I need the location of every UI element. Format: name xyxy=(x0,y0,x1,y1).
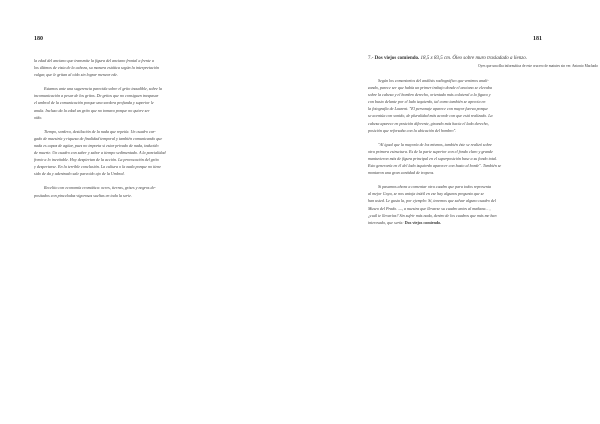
right-page xyxy=(300,0,600,424)
text-line: Recelito con economía cromática: ocres, tierras, grises y negros de- xyxy=(44,185,156,191)
text-line: sobre la cabeza y el hombro derecho, orientado más colateral a la figura y xyxy=(368,92,491,98)
text-line: han usted. Le gusta la, por ejemplo: Sí, tenemos que salvar alguno cuadro del xyxy=(368,198,496,204)
text-line: frente a lo inevitable. Hoy despiertan de la acción. La provocación del grito xyxy=(34,157,159,163)
right-text-column xyxy=(368,55,598,233)
text-line: la fotografía de Laurent. "El personaje aparece con mayor fuerza porque xyxy=(368,106,489,112)
text-line: de muerte. Un cuadro con saber y sabor a tiempo sedimentado. A la parcialidad xyxy=(34,150,166,156)
text-line: Según los comentarios del análisis radiográfico que venimos anali- xyxy=(378,78,489,83)
text-line: y despertarse. En la terrible conclusión. La cultura o la nada porque no tiene xyxy=(34,164,162,170)
text-line: zando, parece ser que había un primer trabajo donde el anciano se elevaba xyxy=(368,85,492,91)
text-line: oído. xyxy=(34,114,43,120)
text-line: cabeza aparece en posición diferente, girando más hacia el lado derecho, xyxy=(368,120,489,126)
text-line: Esto generaría en él del lado izquierdo aparecer con busto al borde". También se xyxy=(368,163,502,169)
right-paragraph-2 xyxy=(368,141,598,176)
left-paragraph-2 xyxy=(34,85,280,120)
text-line: la edad del anciano que transmite la figura del anciano frontal a frente a xyxy=(34,58,154,63)
text-line: al mejor Goya, se nos antoja inútil en ese hay algunos pregunta que se xyxy=(368,191,485,197)
text-line: Si pasamos ahora a comentar otra cuadro que para todos representa xyxy=(378,184,492,190)
page-number-left: 180 xyxy=(34,36,43,42)
text-line: con busto delante por el lado izquierdo, tal como también se aprecia en xyxy=(368,99,486,105)
text-line: positados con pinceladas vigorosas sueltas en toda la serie. xyxy=(34,192,132,198)
left-paragraph-3 xyxy=(34,128,280,178)
text-line: Estamos ante una sugerencia parecida sobre el grito inaudible, sobre la xyxy=(44,86,162,92)
left-paragraph-4 xyxy=(34,184,280,198)
artwork-title-emphasis: Dos viejos comiendo. xyxy=(404,219,442,225)
text-line xyxy=(368,219,598,226)
caption-details: 18,5 x 83,5 cm. Óleo sobre muro trasladado a lienzo. xyxy=(420,56,527,61)
text-line: mantuvieron más de figura principal en el superposición base a su fondo total. xyxy=(368,155,498,161)
text-line: los últimos de vista de la cabeza, su manera estática según la interpretación xyxy=(34,65,160,71)
text-line: "Al igual que la mayoría de los mismos, también éste se realizó sobre xyxy=(378,141,492,147)
text-line: el umbral de la comunicación porque una sordera profunda y superior le xyxy=(34,100,154,106)
right-paragraph-3 xyxy=(368,183,598,226)
text-line: otra primera estructura. Es de la parte superior con el fondo claro y grande xyxy=(368,148,493,154)
text-line: Museo del Prado. —, a nuestra que llevarse su cuadro antes al mañana... , xyxy=(368,205,491,211)
artwork-caption xyxy=(368,55,598,62)
left-text-column xyxy=(34,57,280,206)
page-number-right: 181 xyxy=(533,36,542,42)
text-line: posición que reforzaba con la ubicación del hombro". xyxy=(368,127,457,133)
text-line: vulgar, que le gritan al oído sin lograr menear ede. xyxy=(34,72,119,78)
text-line: nada es capaz de agitar, pues no importa si estar privado de nada, inducido xyxy=(34,142,159,148)
left-paragraph-1 xyxy=(34,57,280,78)
text-line: gado de maestría y riqueza de finalidad temporal y también comunicando que xyxy=(34,135,163,141)
caption-number: 7.- xyxy=(368,56,374,61)
right-paragraph-1 xyxy=(368,77,598,134)
caption-quote: Oyes que una dha informática de este crucero de matutes sin ver. Antonio Machado xyxy=(478,64,598,68)
text-line: se acentúa con sonido, de pluralidad más acorde con que está realizado. La xyxy=(368,113,493,119)
text-line: ¿cuál te llevarías? Sin sufrir más nada, dentro de los cuadros que más me han xyxy=(368,212,497,218)
text-line: anula. Incluso da la edad un grito que no tomara porque no quiere ser xyxy=(34,107,150,113)
text-fragment: interesado, que sería: xyxy=(368,219,404,225)
caption-title: Dos viejos comiendo. xyxy=(374,56,420,61)
text-line: incomunicación a pesar de los gritos. De gritos que no consiguen traspasar xyxy=(34,93,159,99)
text-line: montaron una gran cantidad de trapeos. xyxy=(368,170,435,176)
text-line: Tiempo, sordera, destilación de la nada que repetía. Un cuadro car- xyxy=(44,128,156,134)
text-line: sido de da y adentrado sale parecido ajo de la Umbral. xyxy=(34,171,125,177)
